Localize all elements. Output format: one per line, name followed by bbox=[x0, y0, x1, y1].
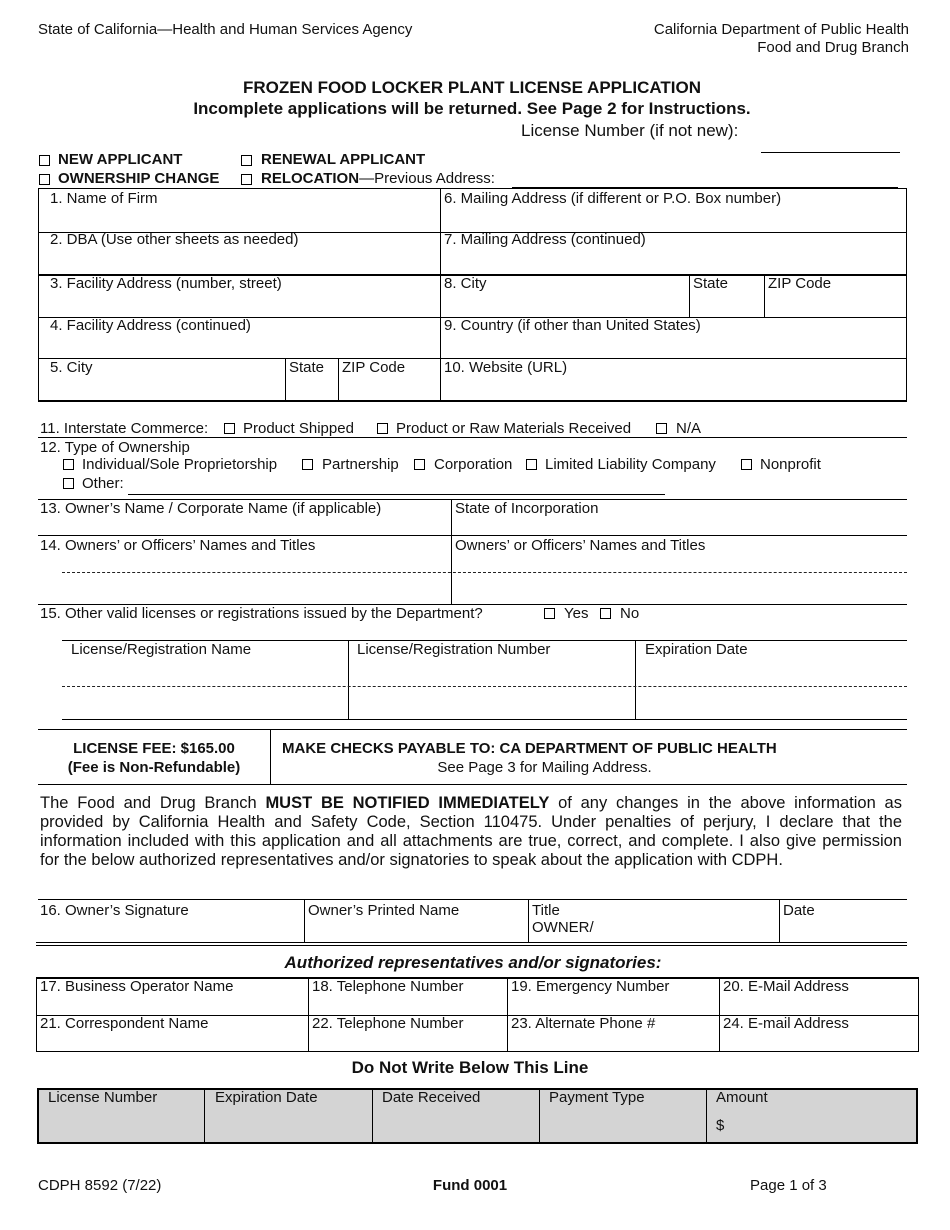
declaration-text bbox=[40, 794, 902, 870]
declaration-part2: of any changes in the above information as provided by California Health and Safety Code, Section 110475. Under penalties of perjury, I declare that the information included with this application and all attachments are true, correct, and complete. I also give permission for the below authorized representatives and/or signatories to speak about the application with CDPH. bbox=[40, 794, 902, 869]
corporation-checkbox[interactable] bbox=[414, 459, 425, 470]
reps-col-line bbox=[719, 977, 720, 1052]
ownership-change-checkbox[interactable] bbox=[39, 174, 50, 185]
form-subtitle: Incomplete applications will be returned. See Page 2 for Instructions. bbox=[193, 99, 751, 118]
declaration-emphasis: MUST BE NOTIFIED IMMEDIATELY bbox=[265, 794, 550, 812]
expiration-date-column: Expiration Date bbox=[645, 641, 748, 658]
department-name: California Department of Public Health bbox=[653, 21, 909, 38]
dba-field[interactable]: 2. DBA (Use other sheets as needed) bbox=[50, 231, 299, 248]
dashed-separator bbox=[62, 686, 907, 687]
office-expiration-date: Expiration Date bbox=[215, 1089, 318, 1106]
signature-bottom-line bbox=[36, 942, 907, 943]
section-line bbox=[38, 437, 907, 438]
product-shipped-label: Product Shipped bbox=[243, 420, 354, 437]
nonprofit-label: Nonprofit bbox=[760, 456, 821, 473]
authorized-reps-heading: Authorized representatives and/or signatories: bbox=[284, 953, 662, 972]
llc-checkbox[interactable] bbox=[526, 459, 537, 470]
dashed-separator bbox=[62, 572, 907, 573]
facility-address-field[interactable]: 3. Facility Address (number, street) bbox=[50, 275, 282, 292]
renewal-applicant-checkbox[interactable] bbox=[241, 155, 252, 166]
fee-top-line bbox=[38, 729, 907, 730]
owners-officers-field-left[interactable]: 14. Owners’ or Officers’ Names and Titles bbox=[40, 537, 316, 554]
facility-address-cont-field[interactable]: 4. Facility Address (continued) bbox=[50, 317, 251, 334]
license-fee: LICENSE FEE: $165.00 bbox=[73, 740, 235, 757]
mailing-state-field[interactable]: State bbox=[693, 275, 729, 292]
office-license-number: License Number bbox=[48, 1089, 158, 1106]
sole-proprietorship-checkbox[interactable] bbox=[63, 459, 74, 470]
facility-zip-field[interactable]: ZIP Code bbox=[342, 359, 406, 376]
table-col-line bbox=[635, 640, 636, 719]
na-label: N/A bbox=[676, 420, 702, 437]
grid-col-line bbox=[689, 274, 690, 317]
operator-email-field[interactable]: 20. E-Mail Address bbox=[723, 978, 849, 995]
sole-proprietorship-label: Individual/Sole Proprietorship bbox=[82, 456, 278, 473]
office-date-received: Date Received bbox=[382, 1089, 481, 1106]
new-applicant-checkbox[interactable] bbox=[39, 155, 50, 166]
partnership-checkbox[interactable] bbox=[302, 459, 313, 470]
mailing-city-field[interactable]: 8. City bbox=[444, 275, 487, 292]
fee-bottom-line bbox=[38, 784, 907, 785]
materials-received-checkbox[interactable] bbox=[377, 423, 388, 434]
do-not-write-heading: Do Not Write Below This Line bbox=[351, 1058, 589, 1077]
name-of-firm-field[interactable]: 1. Name of Firm bbox=[50, 190, 158, 207]
mailing-zip-field[interactable]: ZIP Code bbox=[768, 275, 832, 292]
state-of-incorporation-field[interactable]: State of Incorporation bbox=[455, 500, 599, 517]
grid-divider bbox=[440, 188, 441, 401]
office-col-line bbox=[706, 1089, 707, 1143]
relocation-text: RELOCATION bbox=[261, 170, 360, 187]
branch-name: Food and Drug Branch bbox=[757, 39, 909, 56]
facility-city-field[interactable]: 5. City bbox=[50, 359, 93, 376]
page-number: Page 1 of 3 bbox=[750, 1177, 827, 1194]
other-ownership-label: Other: bbox=[82, 475, 124, 492]
section-line bbox=[38, 535, 907, 536]
licenses-yes-checkbox[interactable] bbox=[544, 608, 555, 619]
owner-signature-field[interactable]: 16. Owner’s Signature bbox=[40, 902, 189, 919]
table-col-line bbox=[348, 640, 349, 719]
office-col-line bbox=[372, 1089, 373, 1143]
nonprofit-checkbox[interactable] bbox=[741, 459, 752, 470]
operator-phone-field[interactable]: 18. Telephone Number bbox=[312, 978, 464, 995]
office-payment-type: Payment Type bbox=[549, 1089, 645, 1106]
renewal-applicant-label: RENEWAL APPLICANT bbox=[261, 151, 426, 168]
form-id: CDPH 8592 (7/22) bbox=[38, 1177, 162, 1194]
licenses-no-label: No bbox=[620, 605, 640, 622]
license-number-input[interactable] bbox=[761, 152, 900, 153]
office-col-line bbox=[539, 1089, 540, 1143]
other-ownership-checkbox[interactable] bbox=[63, 478, 74, 489]
form-title: FROZEN FOOD LOCKER PLANT LICENSE APPLICATION bbox=[242, 78, 702, 97]
interstate-commerce-label: 11. Interstate Commerce: bbox=[40, 420, 209, 437]
na-checkbox[interactable] bbox=[656, 423, 667, 434]
license-number-column: License/Registration Number bbox=[357, 641, 551, 658]
previous-address-label: —Previous Address: bbox=[359, 170, 495, 187]
business-operator-field[interactable]: 17. Business Operator Name bbox=[40, 978, 234, 995]
signature-top-line bbox=[38, 899, 907, 900]
ownership-type-label: 12. Type of Ownership bbox=[40, 439, 190, 456]
corporation-label: Corporation bbox=[434, 456, 513, 473]
signature-bottom-line2 bbox=[36, 945, 907, 946]
owner-name-field[interactable]: 13. Owner’s Name / Corporate Name (if applicable) bbox=[40, 500, 382, 517]
office-amount: Amount bbox=[716, 1089, 768, 1106]
other-licenses-question: 15. Other valid licenses or registrations issued by the Department? bbox=[40, 605, 483, 622]
materials-received-label: Product or Raw Materials Received bbox=[396, 420, 632, 437]
website-field[interactable]: 10. Website (URL) bbox=[444, 359, 568, 376]
owners-divider bbox=[451, 499, 452, 604]
mailing-address-note: See Page 3 for Mailing Address. bbox=[437, 759, 652, 776]
correspondent-name-field[interactable]: 21. Correspondent Name bbox=[40, 1015, 209, 1032]
reps-col-line bbox=[308, 977, 309, 1052]
office-col-line bbox=[204, 1089, 205, 1143]
correspondent-email-field[interactable]: 24. E-mail Address bbox=[723, 1015, 849, 1032]
grid-col-line bbox=[764, 274, 765, 317]
mailing-address-cont-field[interactable]: 7. Mailing Address (continued) bbox=[444, 231, 646, 248]
llc-label: Limited Liability Company bbox=[545, 456, 716, 473]
emergency-number-field[interactable]: 19. Emergency Number bbox=[511, 978, 670, 995]
owners-officers-field-right[interactable]: Owners’ or Officers’ Names and Titles bbox=[455, 537, 706, 554]
title-field[interactable]: Title bbox=[532, 902, 560, 919]
agency-name: State of California—Health and Human Services Agency bbox=[38, 21, 413, 38]
correspondent-phone-field[interactable]: 22. Telephone Number bbox=[312, 1015, 464, 1032]
partnership-label: Partnership bbox=[322, 456, 399, 473]
office-dollar-sign: $ bbox=[716, 1117, 725, 1134]
facility-state-field[interactable]: State bbox=[289, 359, 325, 376]
licenses-yes-label: Yes bbox=[564, 605, 589, 622]
mailing-address-field[interactable]: 6. Mailing Address (if different or P.O. Box number) bbox=[444, 190, 782, 207]
grid-col-line bbox=[338, 358, 339, 401]
fund-number: Fund 0001 bbox=[432, 1177, 508, 1194]
product-shipped-checkbox[interactable] bbox=[224, 423, 235, 434]
signature-col-line bbox=[304, 899, 305, 942]
table-line bbox=[62, 719, 907, 720]
signature-col-line bbox=[779, 899, 780, 942]
license-name-column: License/Registration Name bbox=[71, 641, 252, 658]
ownership-change-label: OWNERSHIP CHANGE bbox=[58, 170, 220, 187]
signature-col-line bbox=[528, 899, 529, 942]
alternate-phone-field[interactable]: 23. Alternate Phone # bbox=[511, 1015, 656, 1032]
country-field[interactable]: 9. Country (if other than United States) bbox=[444, 317, 701, 334]
title-value: OWNER/ bbox=[532, 919, 594, 936]
reps-col-line bbox=[507, 977, 508, 1052]
grid-col-line bbox=[285, 358, 286, 401]
new-applicant-label: NEW APPLICANT bbox=[58, 151, 183, 168]
relocation-checkbox[interactable] bbox=[241, 174, 252, 185]
license-number-label: License Number (if not new): bbox=[521, 121, 739, 140]
checks-payable: MAKE CHECKS PAYABLE TO: CA DEPARTMENT OF PUBLIC HEALTH bbox=[282, 740, 777, 757]
other-ownership-input[interactable] bbox=[128, 494, 665, 495]
date-field[interactable]: Date bbox=[783, 902, 815, 919]
relocation-label bbox=[261, 171, 495, 188]
declaration-part1: The Food and Drug Branch bbox=[40, 794, 266, 812]
licenses-no-checkbox[interactable] bbox=[600, 608, 611, 619]
fee-note: (Fee is Non-Refundable) bbox=[67, 759, 241, 776]
owner-printed-name-field[interactable]: Owner’s Printed Name bbox=[308, 902, 460, 919]
